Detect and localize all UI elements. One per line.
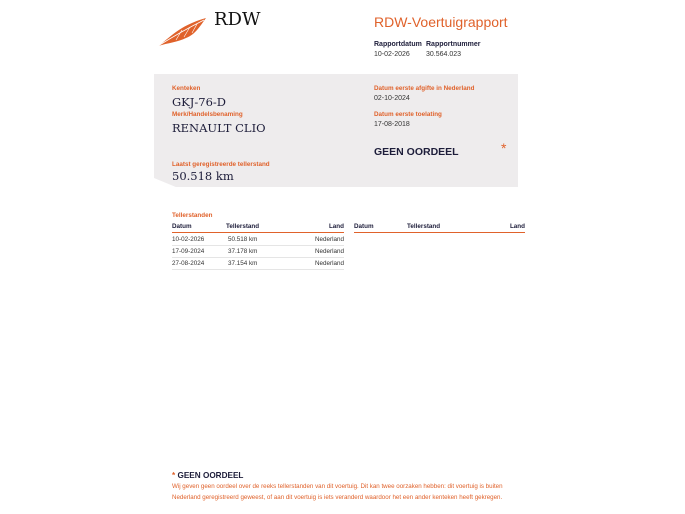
first-admission-nl-label: Datum eerste afgifte in Nederland — [374, 85, 475, 92]
report-number-value: 30.564.023 — [426, 51, 462, 58]
first-admission-nl-value: 02-10-2024 — [374, 95, 410, 102]
report-date-block — [374, 40, 422, 60]
first-admission-value: 17-08-2018 — [374, 121, 410, 128]
col-date-2: Datum — [354, 223, 374, 230]
odometer-value: 50.518 km — [172, 169, 234, 183]
odometer-section-title: Tellerstanden — [172, 212, 213, 219]
row-date: 27-08-2024 — [172, 260, 205, 267]
plate-value: GKJ-76-D — [172, 95, 227, 109]
report-date-value: 10-02-2026 — [374, 51, 410, 58]
row-reading: 37.178 km — [228, 248, 258, 255]
footnote-asterisk: * — [172, 471, 176, 480]
col-reading: Tellerstand — [226, 223, 260, 230]
col-country-2: Land — [509, 223, 525, 230]
report-number-label: Rapportnummer — [426, 41, 481, 48]
col-country: Land — [328, 223, 344, 230]
plate-label: Kenteken — [172, 85, 201, 92]
odometer-table-header-left — [172, 223, 344, 233]
row-date: 10-02-2026 — [172, 236, 205, 243]
row-country: Nederland — [314, 248, 344, 255]
col-reading-2: Tellerstand — [407, 223, 441, 230]
row-country: Nederland — [314, 236, 344, 243]
footnote-text: Wij geven geen oordeel over de reeks tellerstanden van dit voertuig. Dit kan twee oorzaken hebben: dit voertuig is buiten Nederland geregistreerd geweest, of aan dit voertuig is iets veranderd waardoor het een ander kenteken heeft gekregen. — [172, 483, 503, 501]
row-country: Nederland — [314, 260, 344, 267]
report-title: RDW-Voertuigrapport — [374, 14, 508, 30]
table-row — [172, 259, 344, 270]
row-reading: 37.154 km — [228, 260, 258, 267]
table-row — [172, 235, 344, 246]
row-reading: 50.518 km — [228, 236, 258, 243]
verdict-value: GEEN OORDEEL — [374, 146, 459, 158]
odometer-label: Laatst geregistreerde tellerstand — [172, 161, 270, 168]
make-label: Merk/Handelsbenaming — [172, 111, 243, 118]
rdw-feather-logo — [156, 16, 208, 48]
brand-name: RDW — [214, 9, 261, 30]
make-value: RENAULT CLIO — [172, 121, 266, 135]
odometer-table-header-right — [354, 223, 525, 233]
footnote-title — [172, 471, 243, 480]
col-date: Datum — [172, 223, 192, 230]
report-number-block — [426, 40, 480, 60]
row-date: 17-09-2024 — [172, 248, 205, 255]
first-admission-label: Datum eerste toelating — [374, 111, 442, 118]
footnote-title-text: GEEN OORDEEL — [177, 471, 244, 480]
report-date-label: Rapportdatum — [374, 41, 422, 48]
table-row — [172, 247, 344, 258]
verdict-asterisk: * — [501, 140, 507, 156]
